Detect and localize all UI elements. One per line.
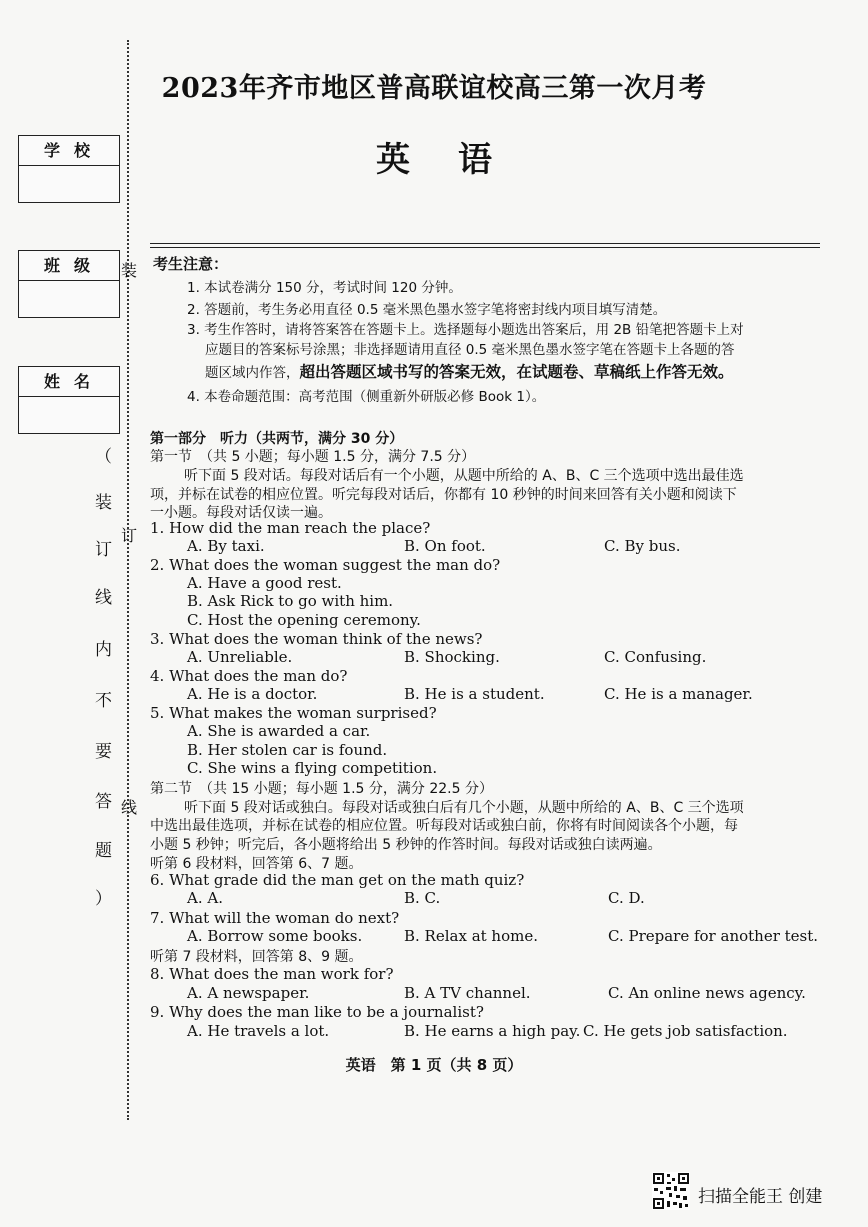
notice-item: 1. 本试卷满分 150 分，考试时间 120 分钟。: [187, 280, 462, 296]
question-stem: 8. What does the man work for?: [150, 965, 394, 983]
section2-instruction: 中选出最佳选项，并标在试卷的相应位置。听每段对话或独白前，你将有时间阅读各个小题，每: [150, 818, 738, 834]
section1-instruction: 听下面 5 段对话。每段对话后有一个小题，从题中所给的 A、B、C 三个选项中选出最佳选: [184, 468, 744, 484]
notice-item: 4. 本卷命题范围：高考范围（侧重新外研版必修 Book 1）。: [187, 389, 546, 405]
binding-vertical-text: 题: [95, 841, 112, 861]
answer-option: C. An online news agency.: [608, 984, 806, 1002]
binding-vertical-text: 内: [95, 640, 112, 660]
school-label: 学校: [19, 136, 119, 166]
binding-mark-zhuang: 装: [121, 261, 138, 280]
notice-heading: 考生注意：: [153, 255, 229, 273]
qr-code-icon: [652, 1172, 690, 1210]
answer-option: C. Host the opening ceremony.: [187, 611, 421, 629]
class-box[interactable]: [18, 250, 120, 318]
exam-title: 2023年齐市地区普高联谊校高三第一次月考: [161, 73, 707, 104]
class-field[interactable]: [19, 281, 119, 317]
scanner-watermark: 扫描全能王 创建: [698, 1187, 823, 1207]
notice-item: 3. 考生作答时，请将答案答在答题卡上。选择题每小题选出答案后，用 2B 铅笔把答题卡上对: [187, 322, 744, 338]
answer-option: C. He gets job satisfaction.: [583, 1022, 788, 1040]
answer-option: C. Confusing.: [604, 648, 707, 666]
binding-vertical-text: 装: [95, 493, 112, 513]
school-field[interactable]: [19, 166, 119, 202]
question-stem: 5. What makes the woman surprised?: [150, 704, 437, 722]
notice-item: [205, 360, 734, 382]
question-stem: 3. What does the woman think of the news?: [150, 630, 483, 648]
binding-vertical-text: 答: [95, 792, 112, 812]
answer-option: C. By bus.: [604, 537, 681, 555]
binding-vertical-text: 线: [95, 588, 112, 608]
name-label: 姓名: [19, 367, 119, 397]
answer-option: B. He is a student.: [404, 685, 545, 703]
binding-vertical-text: （: [95, 447, 112, 467]
name-field[interactable]: [19, 397, 119, 433]
answer-option: A. A.: [187, 889, 223, 907]
section1-instruction: 一小题。每段对话仅读一遍。: [150, 505, 332, 521]
school-box[interactable]: [18, 135, 120, 203]
binding-vertical-text: ）: [95, 889, 112, 909]
material-instruction: 听第 6 段材料，回答第 6、7 题。: [150, 856, 363, 872]
question-stem: 1. How did the man reach the place?: [150, 519, 431, 537]
name-box[interactable]: [18, 366, 120, 434]
binding-line: [127, 40, 129, 1120]
header-rule: [150, 243, 820, 244]
binding-vertical-text: 要: [95, 742, 112, 762]
answer-option: B. Ask Rick to go with him.: [187, 592, 394, 610]
section2-instruction: 听下面 5 段对话或独白。每段对话或独白后有几个小题，从题中所给的 A、B、C 三个选项: [184, 800, 744, 816]
section1-heading: 第一节 （共 5 小题；每小题 1.5 分，满分 7.5 分）: [150, 449, 476, 465]
answer-option: C. He is a manager.: [604, 685, 753, 703]
header-rule: [150, 247, 820, 248]
notice-item: 2. 答题前，考生务必用直径 0.5 毫米黑色墨水签字笔将密封线内项目填写清楚。: [187, 302, 667, 318]
question-stem: 4. What does the man do?: [150, 667, 348, 685]
binding-mark-ding: 订: [121, 526, 138, 545]
section2-instruction: 小题 5 秒钟；听完后，各小题将给出 5 秒钟的作答时间。每段对话或独白读两遍。: [150, 837, 662, 853]
notice-item-text: 题区域内作答，: [205, 365, 300, 381]
answer-option: A. She is awarded a car.: [187, 722, 371, 740]
material-instruction: 听第 7 段材料，回答第 8、9 题。: [150, 949, 363, 965]
answer-option: B. Shocking.: [404, 648, 500, 666]
answer-option: A. A newspaper.: [187, 984, 310, 1002]
answer-option: B. Her stolen car is found.: [187, 741, 388, 759]
binding-vertical-text: 不: [95, 691, 112, 711]
answer-option: A. Borrow some books.: [187, 927, 363, 945]
subject-title: 英语: [376, 140, 540, 180]
answer-option: C. D.: [608, 889, 645, 907]
answer-option: A. Unreliable.: [187, 648, 293, 666]
answer-option: C. Prepare for another test.: [608, 927, 819, 945]
question-stem: 6. What grade did the man get on the math quiz?: [150, 871, 525, 889]
binding-vertical-text: 订: [95, 540, 112, 560]
answer-option: A. He travels a lot.: [187, 1022, 330, 1040]
notice-warning: 超出答题区域书写的答案无效，在试题卷、草稿纸上作答无效。: [299, 363, 734, 381]
binding-mark-xian: 线: [121, 798, 138, 817]
question-stem: 7. What will the woman do next?: [150, 909, 400, 927]
answer-option: B. He earns a high pay.: [404, 1022, 581, 1040]
part1-heading: 第一部分 听力（共两节，满分 30 分）: [150, 431, 404, 447]
answer-option: B. Relax at home.: [404, 927, 538, 945]
answer-option: A. Have a good rest.: [187, 574, 342, 592]
question-stem: 2. What does the woman suggest the man do?: [150, 556, 501, 574]
question-stem: 9. Why does the man like to be a journalist?: [150, 1003, 484, 1021]
answer-option: C. She wins a flying competition.: [187, 759, 438, 777]
section2-heading: 第二节 （共 15 小题；每小题 1.5 分，满分 22.5 分）: [150, 781, 493, 797]
page-footer: 英语 第 1 页（共 8 页）: [345, 1056, 523, 1074]
answer-option: A. He is a doctor.: [187, 685, 318, 703]
answer-option: A. By taxi.: [187, 537, 265, 555]
answer-option: B. On foot.: [404, 537, 486, 555]
answer-option: B. C.: [404, 889, 441, 907]
answer-option: B. A TV channel.: [404, 984, 531, 1002]
section1-instruction: 项，并标在试卷的相应位置。听完每段对话后，你都有 10 秒钟的时间来回答有关小题和阅读下: [150, 487, 737, 503]
class-label: 班级: [19, 251, 119, 281]
notice-item: 应题目的答案标号涂黑；非选择题请用直径 0.5 毫米黑色墨水签字笔在答题卡上各题的答: [205, 342, 735, 358]
